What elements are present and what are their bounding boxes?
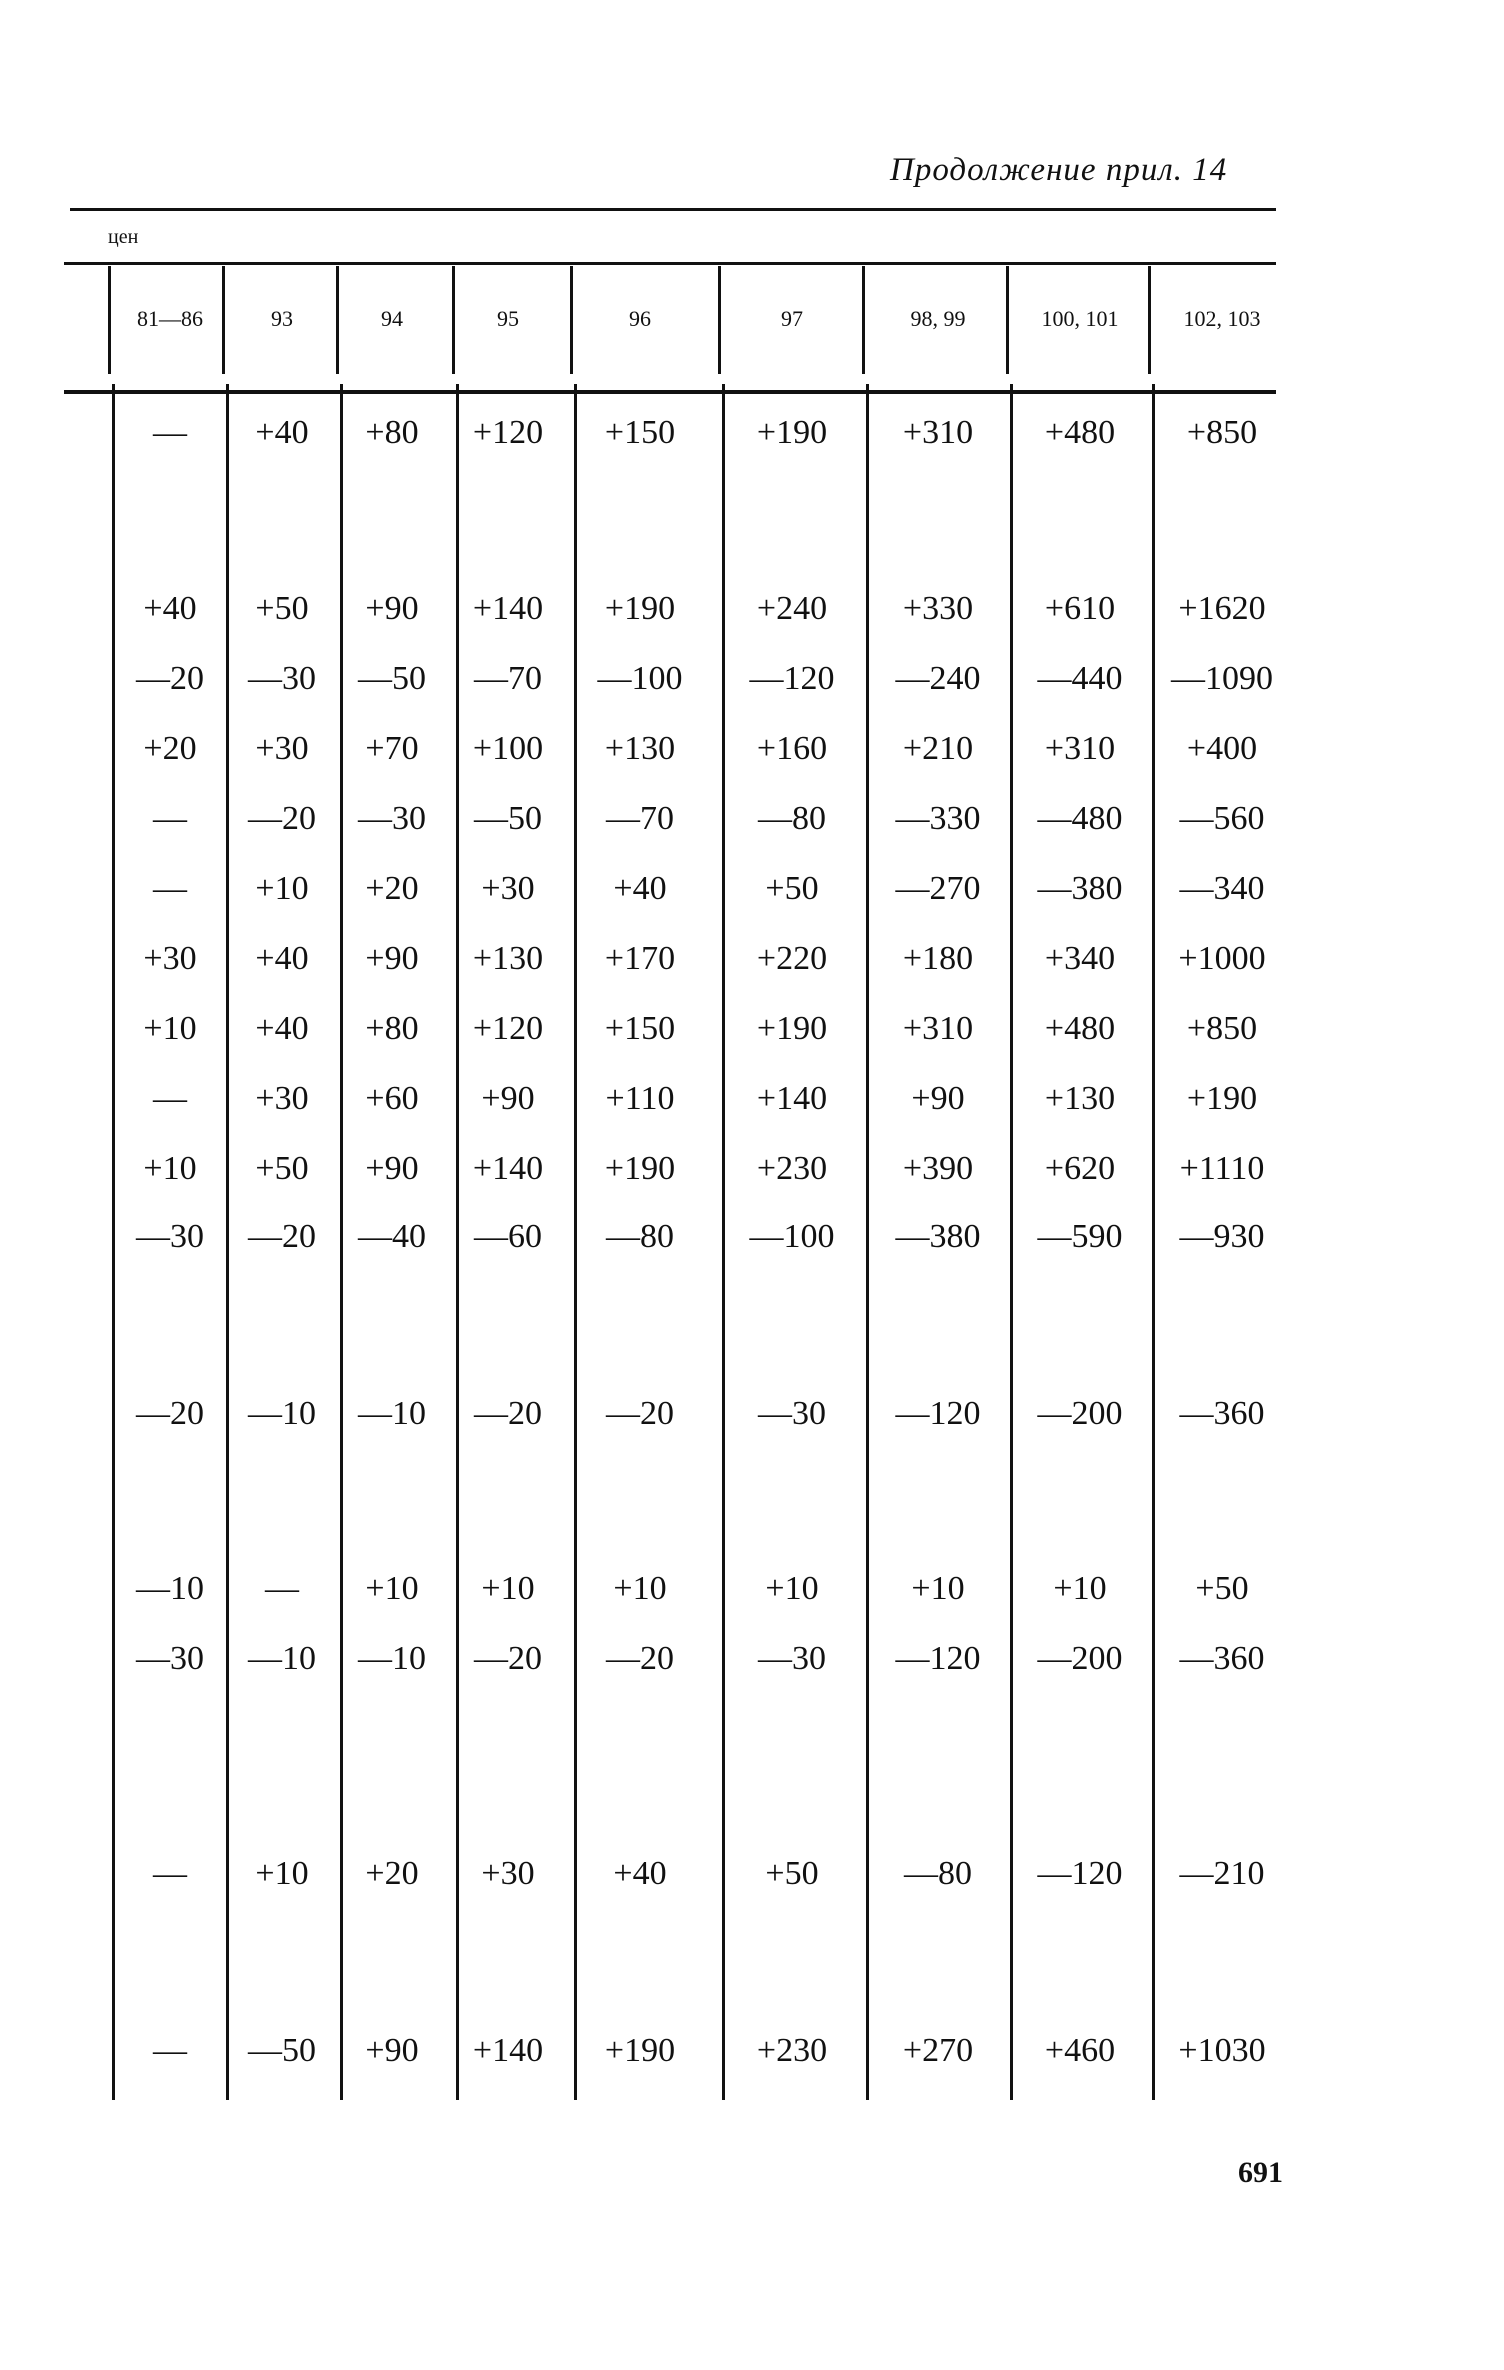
table-cell: —50 (248, 2032, 316, 2069)
column-header: 96 (629, 306, 651, 331)
table-cell: +150 (604, 414, 676, 451)
table-cell: —30 (248, 660, 316, 697)
table-cell: +40 (255, 1010, 309, 1047)
table-cell: —120 (895, 1395, 981, 1432)
table-cell: +50 (765, 1855, 819, 1892)
table-cell: +340 (1044, 940, 1116, 977)
table-cell: — (153, 800, 187, 837)
table-cell: —40 (358, 1218, 426, 1255)
table-cell: +50 (255, 590, 309, 627)
table-cell: +190 (1186, 1080, 1258, 1117)
table-cell: +1620 (1178, 590, 1266, 627)
table-cell: —30 (358, 800, 426, 837)
column-divider-body (1152, 384, 1155, 2100)
table-cell: +90 (365, 940, 419, 977)
table-cell: —80 (904, 1855, 972, 1892)
table-cell: +310 (902, 414, 974, 451)
table-cell: +10 (481, 1570, 535, 1607)
table-cell: +10 (613, 1570, 667, 1607)
table-cell: +20 (365, 870, 419, 907)
column-divider-body (1010, 384, 1013, 2100)
table-cell: +190 (604, 2032, 676, 2069)
table-cell: — (153, 2032, 187, 2069)
column-header: 102, 103 (1183, 306, 1261, 331)
table-cell: —560 (1179, 800, 1265, 837)
table-cell: —120 (749, 660, 835, 697)
table-cell: —20 (136, 660, 204, 697)
table-cell: —80 (606, 1218, 674, 1255)
table-cell: +90 (481, 1080, 535, 1117)
group-label: цен (108, 226, 139, 248)
table-cell: +850 (1186, 1010, 1258, 1047)
column-header: 81—86 (137, 306, 203, 331)
table-cell: —270 (895, 870, 981, 907)
table-cell: — (153, 870, 187, 907)
column-header: 97 (781, 306, 803, 331)
table-cell: +40 (613, 870, 667, 907)
table-cell: —10 (358, 1640, 426, 1677)
table-cell: —70 (474, 660, 542, 697)
table-cell: +50 (255, 1150, 309, 1187)
table-cell: +30 (481, 870, 535, 907)
column-divider-head (718, 266, 721, 374)
table-cell: —50 (358, 660, 426, 697)
table-cell: +40 (143, 590, 197, 627)
table-cell: —20 (474, 1640, 542, 1677)
table-cell: —100 (597, 660, 683, 697)
table-cell: —100 (749, 1218, 835, 1255)
column-divider-head (862, 266, 865, 374)
table-cell: +100 (472, 730, 544, 767)
table-cell: +10 (765, 1570, 819, 1607)
table-cell: +10 (143, 1150, 197, 1187)
column-divider-head (222, 266, 225, 374)
table-cell: +10 (1053, 1570, 1107, 1607)
column-divider-body (866, 384, 869, 2100)
table-cell: —50 (474, 800, 542, 837)
table-cell: —30 (136, 1640, 204, 1677)
table-cell: —30 (136, 1218, 204, 1255)
table-cell: +1030 (1178, 2032, 1266, 2069)
table-cell: +850 (1186, 414, 1258, 451)
table-cell: — (265, 1570, 299, 1607)
top-rule (70, 208, 1276, 211)
table-cell: +1000 (1178, 940, 1266, 977)
column-divider-body (112, 384, 115, 2100)
table-cell: —10 (136, 1570, 204, 1607)
table-cell: —200 (1037, 1395, 1123, 1432)
table-cell: +30 (255, 1080, 309, 1117)
table-cell: —210 (1179, 1855, 1265, 1892)
table-cell: +10 (255, 870, 309, 907)
column-divider-head (570, 266, 573, 374)
table-cell: +80 (365, 1010, 419, 1047)
table-cell: +270 (902, 2032, 974, 2069)
table-cell: +140 (472, 1150, 544, 1187)
table-cell: —360 (1179, 1395, 1265, 1432)
column-header: 98, 99 (910, 306, 966, 331)
table-cell: +80 (365, 414, 419, 451)
table-cell: +50 (765, 870, 819, 907)
header-bottom-rule (64, 390, 1276, 394)
table-cell: +210 (902, 730, 974, 767)
column-header: 100, 101 (1041, 306, 1119, 331)
table-cell: — (153, 1080, 187, 1117)
table-cell: +1110 (1179, 1150, 1265, 1187)
table-cell: —20 (606, 1640, 674, 1677)
table-cell: +400 (1186, 730, 1258, 767)
table-cell: +160 (756, 730, 828, 767)
column-divider-body (722, 384, 725, 2100)
table-cell: —20 (136, 1395, 204, 1432)
column-divider-head (1006, 266, 1009, 374)
column-divider-body (226, 384, 229, 2100)
table-cell: —120 (1037, 1855, 1123, 1892)
table-cell: —20 (248, 1218, 316, 1255)
table-cell: +90 (365, 1150, 419, 1187)
running-title: Продолжение прил. 14 (890, 152, 1228, 188)
table-cell: —930 (1179, 1218, 1265, 1255)
table-cell: +620 (1044, 1150, 1116, 1187)
table-cell: +30 (481, 1855, 535, 1892)
column-divider-head (1148, 266, 1151, 374)
table-cell: +10 (911, 1570, 965, 1607)
table-cell: +50 (1195, 1570, 1249, 1607)
table-cell: +40 (255, 414, 309, 451)
table-cell: +20 (143, 730, 197, 767)
table-cell: +240 (756, 590, 828, 627)
table-cell: +30 (143, 940, 197, 977)
table-cell: —200 (1037, 1640, 1123, 1677)
table-cell: +10 (255, 1855, 309, 1892)
table-cell: —480 (1037, 800, 1123, 837)
column-divider-head (336, 266, 339, 374)
table-cell: +230 (756, 1150, 828, 1187)
table-cell: —120 (895, 1640, 981, 1677)
table-cell: —440 (1037, 660, 1123, 697)
table-cell: +30 (255, 730, 309, 767)
table-cell: +480 (1044, 1010, 1116, 1047)
table-cell: +120 (472, 414, 544, 451)
table-cell: +220 (756, 940, 828, 977)
table-cell: +610 (1044, 590, 1116, 627)
table-cell: —70 (606, 800, 674, 837)
table-cell: +180 (902, 940, 974, 977)
table-cell: —10 (248, 1640, 316, 1677)
table-cell: +310 (902, 1010, 974, 1047)
table-cell: —20 (248, 800, 316, 837)
page-number: 691 (1238, 2156, 1283, 2189)
table-cell: +130 (1044, 1080, 1116, 1117)
table-cell: +60 (365, 1080, 419, 1117)
table-cell: —340 (1179, 870, 1265, 907)
column-header: 93 (271, 306, 293, 331)
table-cell: —380 (1037, 870, 1123, 907)
table-cell: +480 (1044, 414, 1116, 451)
column-header: 95 (497, 306, 519, 331)
table-cell: +140 (472, 2032, 544, 2069)
table-cell: — (153, 414, 187, 451)
table-cell: —30 (758, 1640, 826, 1677)
table-cell: +90 (911, 1080, 965, 1117)
table-cell: +130 (604, 730, 676, 767)
column-divider-head (452, 266, 455, 374)
table-cell: —60 (474, 1218, 542, 1255)
column-header: 94 (381, 306, 403, 331)
table-cell: +70 (365, 730, 419, 767)
table-cell: — (153, 1855, 187, 1892)
table-cell: +310 (1044, 730, 1116, 767)
table-cell: +140 (756, 1080, 828, 1117)
column-divider-body (574, 384, 577, 2100)
table-cell: —30 (758, 1395, 826, 1432)
table-cell: +140 (472, 590, 544, 627)
table-cell: +40 (613, 1855, 667, 1892)
table-cell: +90 (365, 590, 419, 627)
column-divider-body (456, 384, 459, 2100)
table-cell: —80 (758, 800, 826, 837)
table-cell: —10 (248, 1395, 316, 1432)
table-cell: +230 (756, 2032, 828, 2069)
table-cell: +330 (902, 590, 974, 627)
table-cell: +10 (143, 1010, 197, 1047)
table-cell: +190 (604, 590, 676, 627)
table-cell: +190 (756, 414, 828, 451)
table-cell: +190 (756, 1010, 828, 1047)
table-cell: —1090 (1171, 660, 1273, 697)
table-cell: +460 (1044, 2032, 1116, 2069)
table-cell: +40 (255, 940, 309, 977)
table-cell: +110 (605, 1080, 675, 1117)
table-cell: —10 (358, 1395, 426, 1432)
table-cell: —380 (895, 1218, 981, 1255)
table-cell: +150 (604, 1010, 676, 1047)
table-cell: —590 (1037, 1218, 1123, 1255)
column-divider-body (340, 384, 343, 2100)
table-cell: —330 (895, 800, 981, 837)
table-cell: +90 (365, 2032, 419, 2069)
table-cell: +130 (472, 940, 544, 977)
table-cell: +10 (365, 1570, 419, 1607)
table-cell: +120 (472, 1010, 544, 1047)
table-cell: —360 (1179, 1640, 1265, 1677)
header-top-rule (64, 262, 1276, 265)
table-cell: +390 (902, 1150, 974, 1187)
table-cell: +170 (604, 940, 676, 977)
table-cell: —240 (895, 660, 981, 697)
table-cell: —20 (474, 1395, 542, 1432)
table-cell: +20 (365, 1855, 419, 1892)
table-cell: —20 (606, 1395, 674, 1432)
table-cell: +190 (604, 1150, 676, 1187)
column-divider-head (108, 266, 111, 374)
